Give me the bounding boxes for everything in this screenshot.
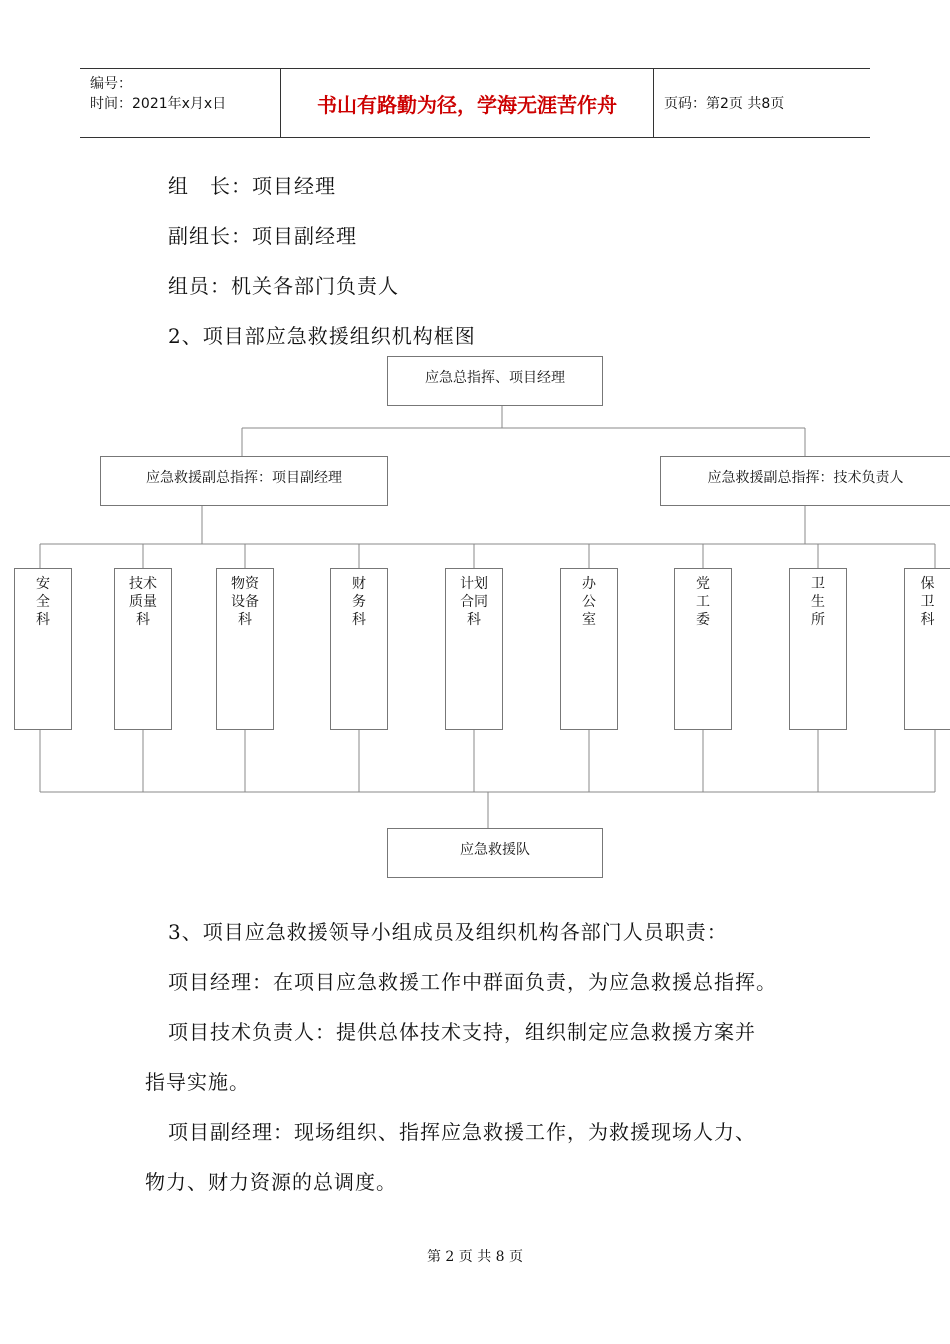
dpm-duty-line2: 物力、财力资源的总调度。: [145, 1170, 397, 1194]
org-deputy-right-box: [660, 456, 950, 506]
dept-label: 技术 质量 科: [129, 576, 157, 628]
dept-box: [330, 568, 388, 730]
org-deputy-left-box: [100, 456, 388, 506]
dept-label: 办 公 室: [582, 576, 596, 628]
org-top-label: 应急总指挥、项目经理: [425, 370, 565, 386]
deputy-line: 副组长：项目副经理: [168, 224, 357, 248]
dept-label: 安 全 科: [36, 576, 50, 628]
dpm-duty-line1: 项目副经理：现场组织、指挥应急救援工作，为救援现场人力、: [168, 1120, 756, 1144]
dept-box: [114, 568, 172, 730]
dept-box: [674, 568, 732, 730]
dept-box: [445, 568, 503, 730]
dept-box: [14, 568, 72, 730]
dept-label: 财 务 科: [352, 576, 366, 628]
dept-box: [216, 568, 274, 730]
tech-duty-line2: 指导实施。: [145, 1070, 250, 1094]
dept-box: [560, 568, 618, 730]
dept-label: 卫 生 所: [811, 576, 825, 628]
org-top-box: [387, 356, 603, 406]
number-label: 编号：: [90, 76, 132, 92]
header-motto: 书山有路勤为径，学海无涯苦作舟: [281, 69, 654, 137]
org-team-label: 应急救援队: [460, 842, 530, 858]
dept-label: 保 卫 科: [920, 576, 935, 628]
pm-duty: 项目经理：在项目应急救援工作中群面负责，为应急救援总指挥。: [168, 970, 777, 994]
org-deputy-right-label: 应急救援副总指挥：技术负责人: [707, 470, 904, 486]
members-line: 组员：机关各部门负责人: [168, 274, 399, 298]
header-page-info: 页码：第2页 共8页: [664, 96, 785, 112]
org-chart: [0, 350, 950, 890]
header-meta: [80, 69, 281, 137]
section2-heading: 2、项目部应急救援组织机构框图: [168, 324, 476, 348]
dept-label: 党 工 委: [696, 576, 710, 628]
dept-box: [904, 568, 950, 730]
dept-label: 物资 设备 科: [231, 576, 259, 628]
date-label: 时间：2021年x月x日: [90, 96, 227, 112]
page-header: [80, 68, 870, 138]
dept-label: 计划 合同 科: [460, 576, 488, 628]
dept-box: [789, 568, 847, 730]
page-footer: 第 2 页 共 8 页: [426, 1249, 524, 1265]
tech-duty-line1: 项目技术负责人：提供总体技术支持，组织制定应急救援方案并: [168, 1020, 756, 1044]
org-team-box: [387, 828, 603, 878]
section3-heading: 3、项目应急救援领导小组成员及组织机构各部门人员职责：: [168, 920, 728, 944]
leader-line: 组 长：项目经理: [168, 174, 336, 198]
org-deputy-left-label: 应急救援副总指挥：项目副经理: [146, 470, 342, 486]
